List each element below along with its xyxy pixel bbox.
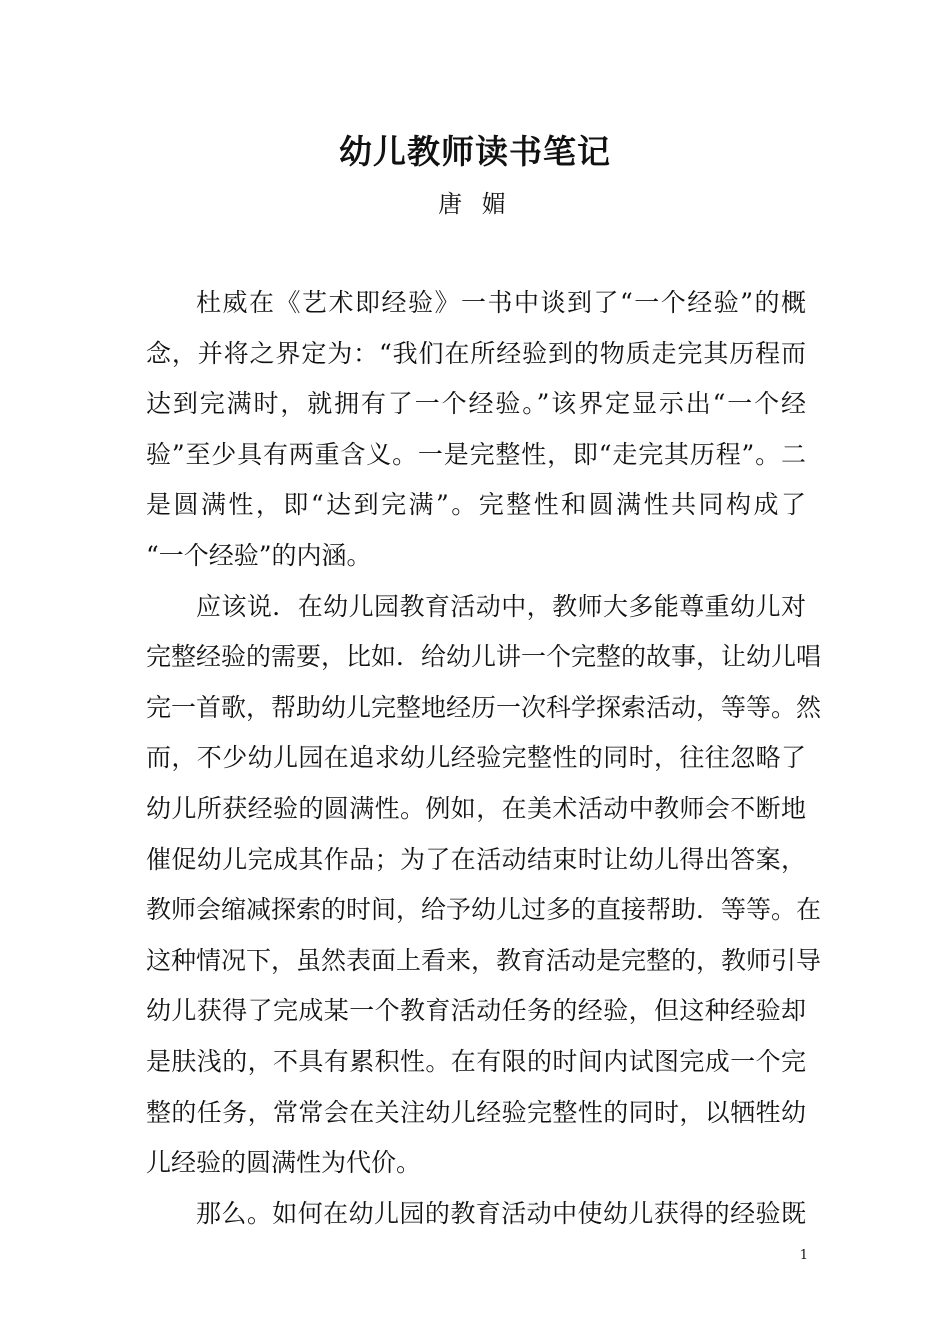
- body-line: 幼儿所获经验的圆满性。例如，在美术活动中教师会不断地: [146, 793, 806, 823]
- document-body: [146, 278, 822, 1239]
- body-line: 完整经验的需要，比如．给幼儿讲一个完整的故事，让幼儿唱: [146, 642, 822, 672]
- body-line: 催促幼儿完成其作品；为了在活动结束时让幼儿得出答案，: [146, 844, 806, 874]
- body-line: 而，不少幼儿园在追求幼儿经验完整性的同时，往往忽略了: [146, 743, 806, 773]
- body-line: 整的任务，常常会在关注幼儿经验完整性的同时，以牺牲幼: [146, 1097, 806, 1127]
- body-line: 念，并将之界定为：“我们在所经验到的物质走完其历程而: [146, 338, 806, 368]
- body-line: 完一首歌，帮助幼儿完整地经历一次科学探索活动，等等。然: [146, 692, 822, 722]
- body-line: 杜威在《艺术即经验》一书中谈到了“一个经验”的概: [196, 288, 806, 317]
- page-number: 1: [799, 1248, 808, 1263]
- body-line: 验”至少具有两重含义。一是完整性，即“走完其历程”。二: [146, 439, 806, 469]
- body-line: “一个经验”的内涵。: [146, 540, 372, 570]
- body-line: 儿经验的圆满性为代价。: [146, 1148, 422, 1178]
- body-line: 幼儿获得了完成某一个教育活动任务的经验，但这种经验却: [146, 996, 806, 1026]
- body-line: 应该说．在幼儿园教育活动中，教师大多能尊重幼儿对: [196, 591, 806, 621]
- body-line: 达到完满时，就拥有了一个经验。”该界定显示出“一个经: [146, 389, 806, 419]
- document-title: 幼儿教师读书笔记: [339, 132, 611, 171]
- body-line: 那么。如何在幼儿园的教育活动中使幼儿获得的经验既: [196, 1198, 806, 1228]
- document-author: 唐 媚: [438, 190, 512, 218]
- body-line: 是圆满性，即“达到完满”。完整性和圆满性共同构成了: [146, 490, 806, 520]
- body-line: 教师会缩减探索的时间，给予幼儿过多的直接帮助．等等。在: [146, 895, 822, 925]
- body-line: 是肤浅的，不具有累积性。在有限的时间内试图完成一个完: [146, 1046, 806, 1076]
- body-line: 这种情况下，虽然表面上看来，教育活动是完整的，教师引导: [146, 945, 822, 975]
